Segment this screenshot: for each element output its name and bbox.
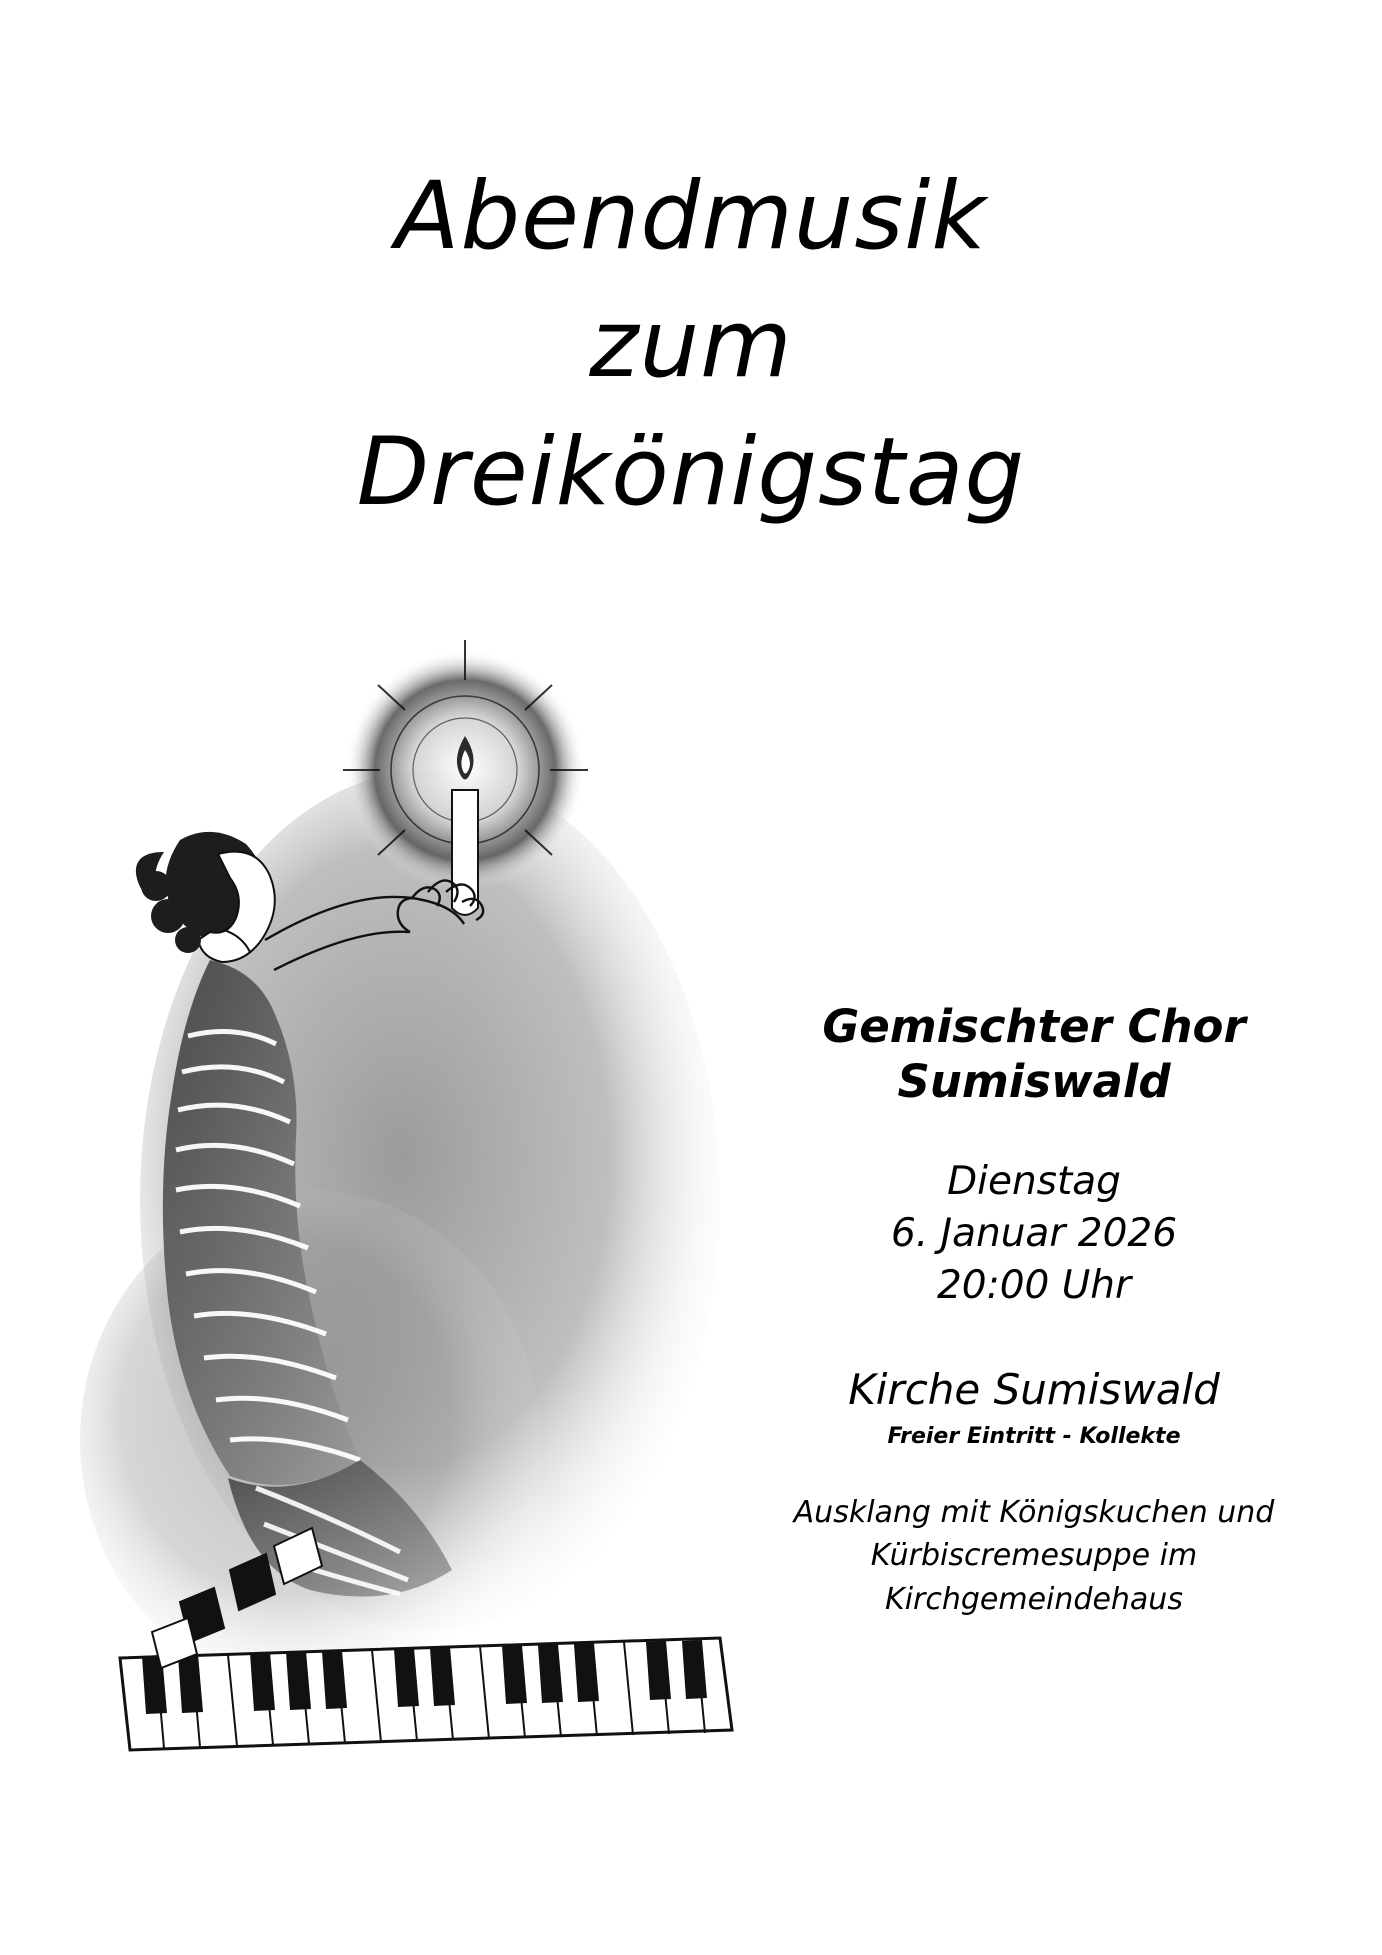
after-event-line-1: Ausklang mit Königskuchen und xyxy=(793,1494,1275,1530)
after-event-line-2: Kürbiscremesuppe im xyxy=(870,1538,1198,1574)
page-title xyxy=(0,162,1382,527)
after-event-note xyxy=(744,1491,1324,1622)
after-event-line-3: Kirchgemeindehaus xyxy=(885,1581,1183,1617)
title-line-1: Abendmusik xyxy=(395,162,987,271)
title-line-3: Dreikönigstag xyxy=(356,418,1026,527)
event-weekday: Dienstag xyxy=(947,1158,1121,1204)
event-date: 6. Januar 2026 xyxy=(890,1210,1178,1256)
event-time: 20:00 Uhr xyxy=(936,1262,1132,1308)
performer-line-1: Gemischter Chor xyxy=(822,1000,1246,1053)
event-datetime xyxy=(744,1156,1324,1312)
title-line-2: zum xyxy=(589,290,793,399)
performer-name xyxy=(744,1000,1324,1110)
performer-line-2: Sumiswald xyxy=(897,1054,1171,1108)
event-venue: Kirche Sumiswald xyxy=(848,1365,1220,1415)
event-details xyxy=(744,1000,1324,1621)
entry-note: Freier Eintritt - Kollekte xyxy=(887,1423,1181,1449)
figure-head xyxy=(136,832,275,962)
